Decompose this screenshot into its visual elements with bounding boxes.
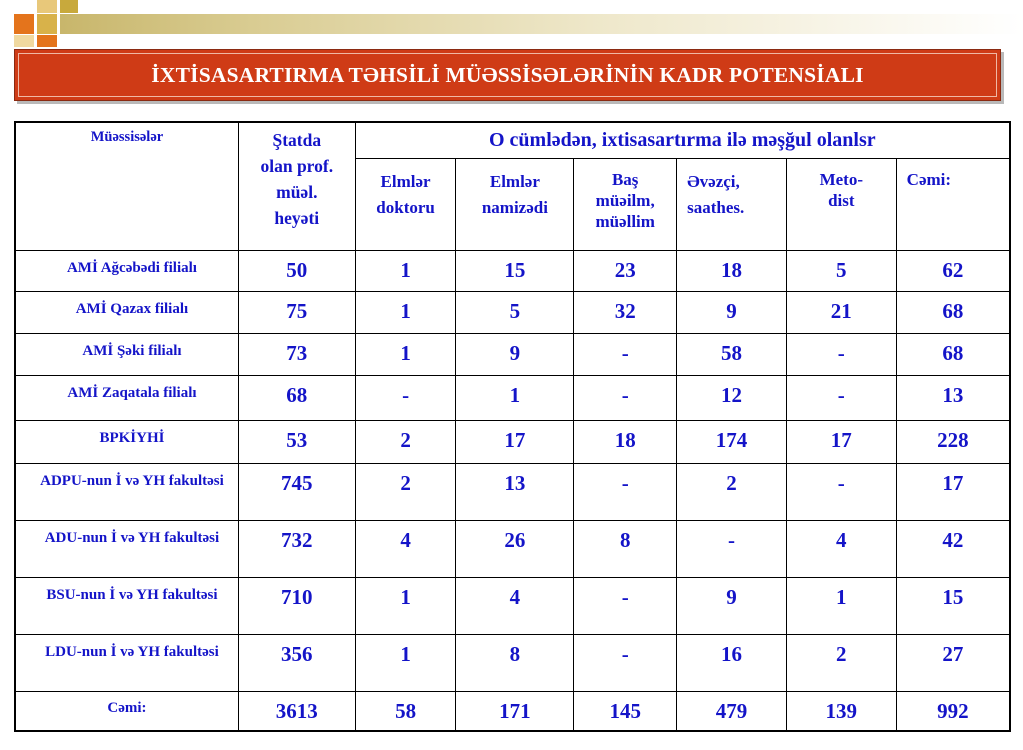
cell-candidates: 26 bbox=[456, 520, 574, 577]
cell-senior-teachers: - bbox=[574, 333, 677, 375]
cell-part-time: 18 bbox=[677, 250, 787, 291]
cell-part-time: 174 bbox=[677, 420, 787, 463]
cell-staff: 356 bbox=[238, 634, 355, 691]
total-part-time: 479 bbox=[677, 691, 787, 731]
total-staff: 3613 bbox=[238, 691, 355, 731]
cell-part-time: 9 bbox=[677, 291, 787, 333]
total-grand: 992 bbox=[896, 691, 1010, 731]
cell-methodist: - bbox=[786, 463, 896, 520]
cell-doctors: 1 bbox=[355, 291, 456, 333]
header-institutions: Müəssisələr bbox=[15, 122, 238, 250]
cell-total: 15 bbox=[896, 577, 1010, 634]
header-gradient-bar bbox=[60, 14, 1023, 34]
table-row bbox=[15, 463, 1010, 520]
cell-staff: 710 bbox=[238, 577, 355, 634]
total-doctors: 58 bbox=[355, 691, 456, 731]
table-total-row bbox=[15, 691, 1010, 731]
header-doctors: Elmlər doktoru bbox=[355, 158, 456, 250]
cell-staff: 732 bbox=[238, 520, 355, 577]
slide-title-banner bbox=[14, 49, 1001, 101]
table-row bbox=[15, 420, 1010, 463]
cell-part-time: 9 bbox=[677, 577, 787, 634]
staff-table bbox=[14, 121, 1011, 732]
cell-methodist: 2 bbox=[786, 634, 896, 691]
cell-candidates: 9 bbox=[456, 333, 574, 375]
cell-total: 42 bbox=[896, 520, 1010, 577]
cell-part-time: 12 bbox=[677, 375, 787, 420]
row-institution-name: AMİ Zaqatala filialı bbox=[15, 375, 238, 420]
cell-doctors: - bbox=[355, 375, 456, 420]
deco-square bbox=[60, 0, 78, 13]
cell-senior-teachers: - bbox=[574, 463, 677, 520]
cell-staff: 68 bbox=[238, 375, 355, 420]
cell-part-time: - bbox=[677, 520, 787, 577]
row-institution-name: ADPU-nun İ və YH fakultəsi bbox=[15, 463, 238, 520]
header-group: O cümlədən, ixtisasartırma ilə məşğul olanlsr bbox=[355, 122, 1010, 158]
table-row bbox=[15, 634, 1010, 691]
cell-methodist: 21 bbox=[786, 291, 896, 333]
header-total: Cəmi: bbox=[896, 158, 1010, 250]
cell-senior-teachers: - bbox=[574, 634, 677, 691]
table-row bbox=[15, 520, 1010, 577]
cell-candidates: 5 bbox=[456, 291, 574, 333]
cell-doctors: 1 bbox=[355, 577, 456, 634]
cell-staff: 73 bbox=[238, 333, 355, 375]
table-row bbox=[15, 291, 1010, 333]
cell-senior-teachers: 18 bbox=[574, 420, 677, 463]
cell-methodist: 17 bbox=[786, 420, 896, 463]
deco-square bbox=[37, 35, 57, 47]
row-institution-name: AMİ Şəki filialı bbox=[15, 333, 238, 375]
row-institution-name: BPKİYHİ bbox=[15, 420, 238, 463]
cell-doctors: 1 bbox=[355, 250, 456, 291]
cell-doctors: 2 bbox=[355, 420, 456, 463]
header-staff-total: Ştatda olan prof. müəl. heyəti bbox=[238, 122, 355, 250]
cell-senior-teachers: - bbox=[574, 375, 677, 420]
cell-methodist: 1 bbox=[786, 577, 896, 634]
header-senior-teachers: Baş müəilm, müəllim bbox=[574, 158, 677, 250]
row-institution-name: AMİ Ağcəbədi filialı bbox=[15, 250, 238, 291]
deco-square bbox=[14, 14, 34, 34]
cell-candidates: 13 bbox=[456, 463, 574, 520]
cell-total: 62 bbox=[896, 250, 1010, 291]
cell-staff: 745 bbox=[238, 463, 355, 520]
cell-total: 13 bbox=[896, 375, 1010, 420]
header-candidates: Elmlər namizədi bbox=[456, 158, 574, 250]
cell-senior-teachers: - bbox=[574, 577, 677, 634]
cell-staff: 53 bbox=[238, 420, 355, 463]
deco-square bbox=[37, 14, 57, 34]
cell-doctors: 1 bbox=[355, 634, 456, 691]
cell-senior-teachers: 8 bbox=[574, 520, 677, 577]
cell-senior-teachers: 32 bbox=[574, 291, 677, 333]
slide-title: İXTİSASARTIRMA TƏHSİLİ MÜƏSSİSƏLƏRİNİN KADR POTENSİALI bbox=[151, 62, 864, 87]
cell-total: 68 bbox=[896, 291, 1010, 333]
total-senior-teachers: 145 bbox=[574, 691, 677, 731]
cell-methodist: 4 bbox=[786, 520, 896, 577]
cell-part-time: 16 bbox=[677, 634, 787, 691]
table-row bbox=[15, 333, 1010, 375]
cell-candidates: 8 bbox=[456, 634, 574, 691]
cell-doctors: 4 bbox=[355, 520, 456, 577]
cell-candidates: 4 bbox=[456, 577, 574, 634]
header-methodist: Meto- dist bbox=[786, 158, 896, 250]
cell-total: 27 bbox=[896, 634, 1010, 691]
table-header-row bbox=[15, 122, 1010, 158]
row-institution-name: BSU-nun İ və YH fakultəsi bbox=[15, 577, 238, 634]
cell-part-time: 2 bbox=[677, 463, 787, 520]
table-row bbox=[15, 375, 1010, 420]
row-institution-name: ADU-nun İ və YH fakultəsi bbox=[15, 520, 238, 577]
cell-candidates: 17 bbox=[456, 420, 574, 463]
cell-total: 17 bbox=[896, 463, 1010, 520]
header-decoration bbox=[0, 0, 1023, 48]
cell-candidates: 1 bbox=[456, 375, 574, 420]
cell-candidates: 15 bbox=[456, 250, 574, 291]
deco-square bbox=[14, 35, 34, 47]
cell-part-time: 58 bbox=[677, 333, 787, 375]
cell-total: 228 bbox=[896, 420, 1010, 463]
cell-methodist: - bbox=[786, 375, 896, 420]
cell-senior-teachers: 23 bbox=[574, 250, 677, 291]
cell-methodist: - bbox=[786, 333, 896, 375]
row-institution-name: LDU-nun İ və YH fakultəsi bbox=[15, 634, 238, 691]
table-row bbox=[15, 250, 1010, 291]
row-institution-name: AMİ Qazax filialı bbox=[15, 291, 238, 333]
total-label: Cəmi: bbox=[15, 691, 238, 731]
cell-doctors: 1 bbox=[355, 333, 456, 375]
cell-staff: 50 bbox=[238, 250, 355, 291]
cell-total: 68 bbox=[896, 333, 1010, 375]
cell-doctors: 2 bbox=[355, 463, 456, 520]
cell-staff: 75 bbox=[238, 291, 355, 333]
cell-methodist: 5 bbox=[786, 250, 896, 291]
header-part-time: Əvəzçi, saathes. bbox=[677, 158, 787, 250]
deco-square bbox=[37, 0, 57, 13]
total-candidates: 171 bbox=[456, 691, 574, 731]
total-methodist: 139 bbox=[786, 691, 896, 731]
table-row bbox=[15, 577, 1010, 634]
